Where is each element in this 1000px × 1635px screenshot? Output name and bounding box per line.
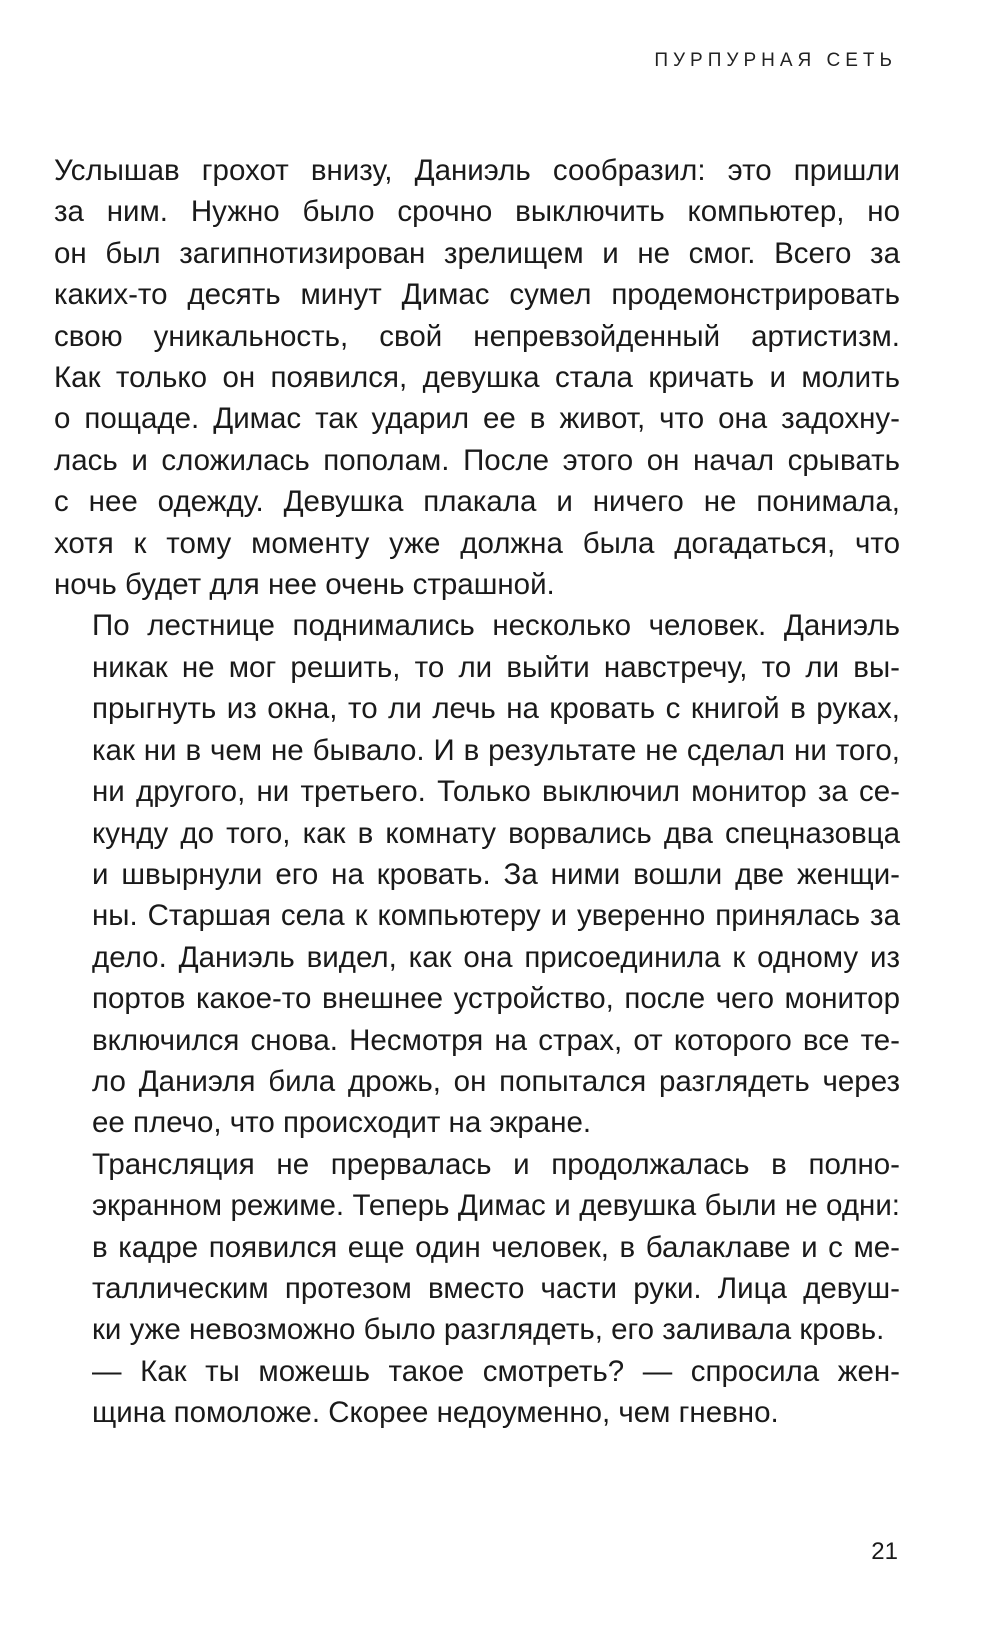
text-line: ни другого, ни третьего. Только выключил монитор за се- xyxy=(92,775,900,809)
text-line: дело. Даниэль видел, как она присоединила к одному из xyxy=(92,940,900,974)
text-line: — Как ты можешь такое смотреть? — спросила жен- xyxy=(92,1354,900,1388)
paragraph xyxy=(54,605,900,1143)
text-line: портов какое-то внешнее устройство, после чего монитор xyxy=(92,982,900,1016)
running-head: ПУРПУРНАЯ СЕТЬ xyxy=(654,50,897,71)
text-line: о пощаде. Димас так ударил ее в живот, что она задохну- xyxy=(54,402,900,436)
text-line: ночь будет для нее очень страшной. xyxy=(54,568,555,602)
paragraph xyxy=(54,1351,900,1434)
paragraph xyxy=(54,1144,900,1351)
text-line: кунду до того, как в комнату ворвались два спецназовца xyxy=(92,816,900,850)
text-line: за ним. Нужно было срочно выключить компьютер, но xyxy=(54,195,900,229)
text-line: свою уникальность, свой непревзойденный артистизм. xyxy=(54,319,900,353)
text-line: таллическим протезом вместо части руки. Лица девуш- xyxy=(92,1271,900,1305)
text-line: ны. Старшая села к компьютеру и уверенно принялась за xyxy=(92,899,900,933)
text-line: экранном режиме. Теперь Димас и девушка были не одни: xyxy=(92,1189,900,1223)
text-line: Трансляция не прервалась и продолжалась в полно- xyxy=(92,1147,900,1181)
text-line: Услышав грохот внизу, Даниэль сообразил: это пришли xyxy=(54,154,900,187)
text-line: хотя к тому моменту уже должна была догадаться, что xyxy=(54,526,900,560)
text-line: прыгнуть из окна, то ли лечь на кровать с книгой в руках, xyxy=(92,692,900,726)
text-line: ки уже невозможно было разглядеть, его заливала кровь. xyxy=(92,1313,885,1347)
text-line: По лестнице поднимались несколько человек. Даниэль xyxy=(92,609,900,643)
text-line: и швырнули его на кровать. За ними вошли две женщи- xyxy=(92,857,900,891)
page-number: 21 xyxy=(871,1538,898,1565)
text-line: с нее одежду. Девушка плакала и ничего не понимала, xyxy=(54,485,900,519)
text-line: лась и сложилась пополам. После этого он начал срывать xyxy=(54,443,900,477)
paragraph xyxy=(54,150,900,605)
body-text xyxy=(54,150,900,1434)
text-line: он был загипнотизирован зрелищем и не смог. Всего за xyxy=(54,236,900,270)
text-line: в кадре появился еще один человек, в балаклаве и с ме- xyxy=(92,1230,900,1264)
text-line: ло Даниэля била дрожь, он попытался разглядеть через xyxy=(92,1064,900,1098)
text-line: как ни в чем не бывало. И в результате не сделал ни того, xyxy=(92,733,900,767)
text-line: каких-то десять минут Димас сумел продемонстрировать xyxy=(54,278,900,312)
text-line: никак не мог решить, то ли выйти навстречу, то ли вы- xyxy=(92,650,900,684)
text-line: включился снова. Несмотря на страх, от которого все те- xyxy=(92,1023,900,1057)
text-line: ее плечо, что происходит на экране. xyxy=(92,1106,592,1140)
text-line: щина помоложе. Скорее недоуменно, чем гневно. xyxy=(92,1396,779,1430)
text-line: Как только он появился, девушка стала кричать и молить xyxy=(54,361,900,395)
